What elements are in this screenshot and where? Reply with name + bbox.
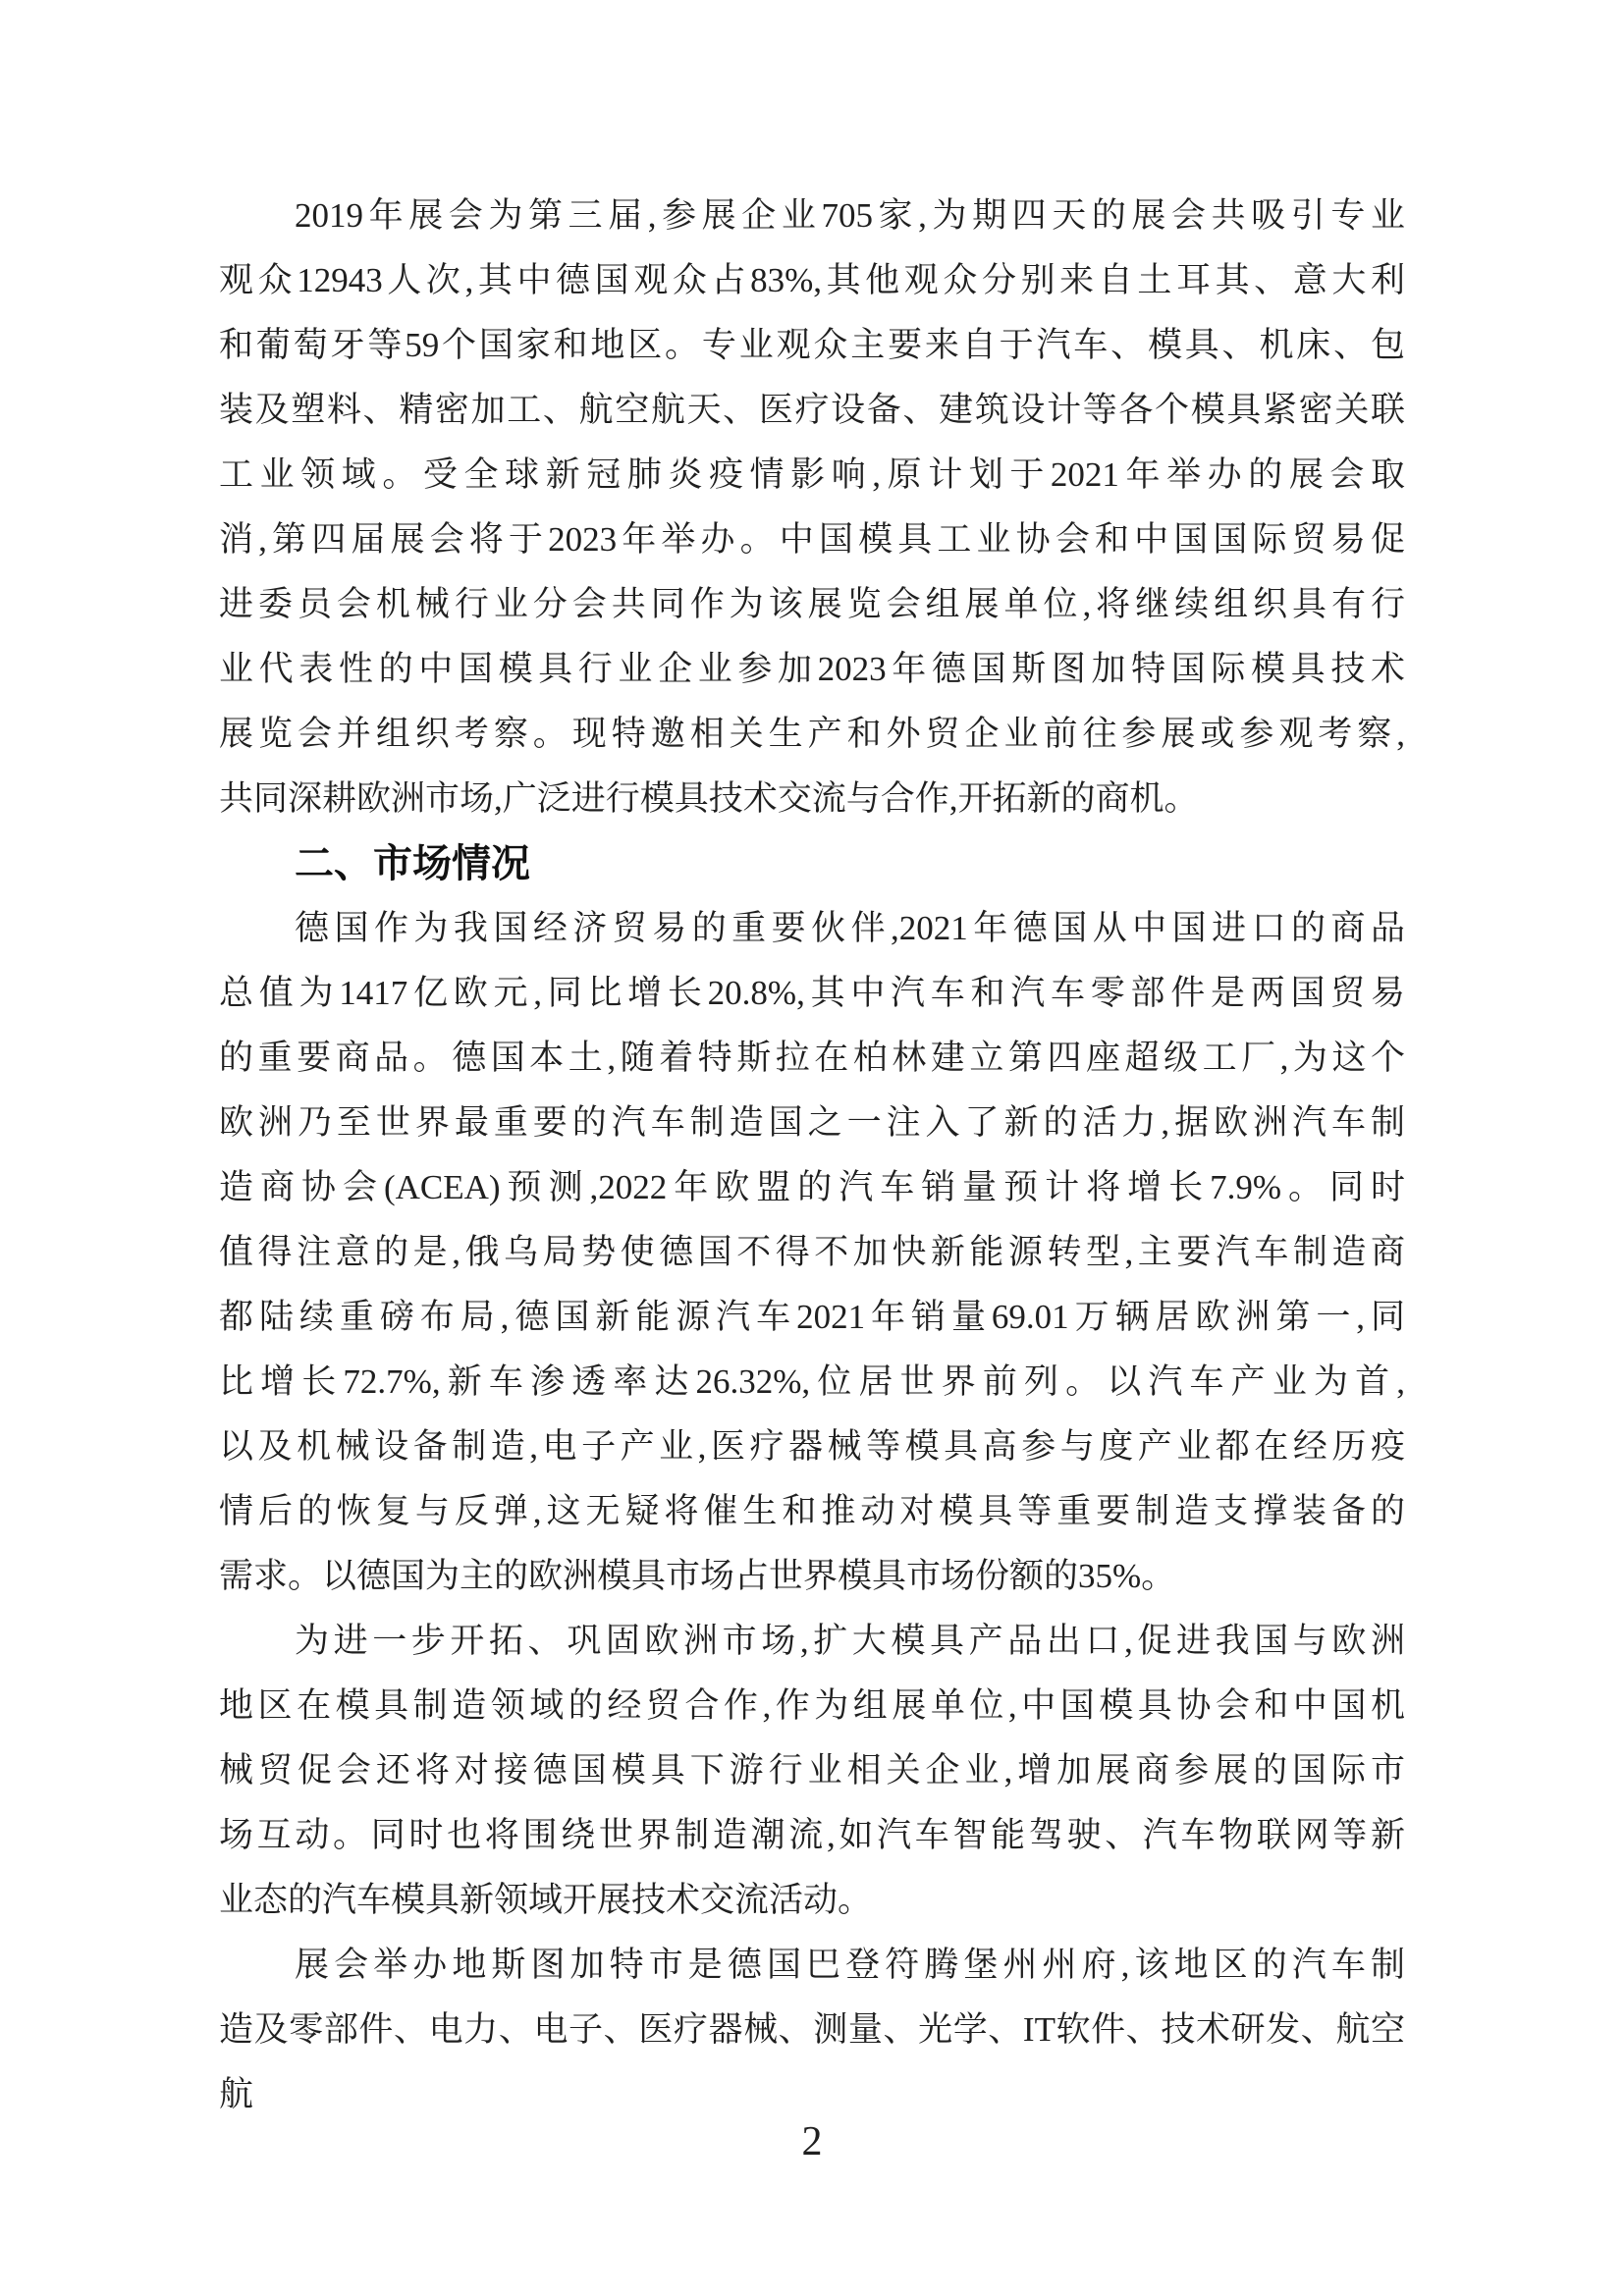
text-line: 地区在模具制造领域的经贸合作,作为组展单位,中国模具协会和中国机 [219,1686,1405,1725]
text-line: 装及塑料、精密加工、航空航天、医疗设备、建筑设计等各个模具紧密关联 [219,391,1405,429]
text-line: 德国作为我国经济贸易的重要伙伴,2021年德国从中国进口的商品 [295,909,1405,947]
text-line: 值得注意的是,俄乌局势使德国不得不加快新能源转型,主要汽车制造商 [219,1233,1405,1271]
text-line: 造商协会(ACEA)预测,2022年欧盟的汽车销量预计将增长7.9%。同时 [219,1168,1405,1206]
text-line: 场互动。同时也将围绕世界制造潮流,如汽车智能驾驶、汽车物联网等新 [219,1816,1405,1854]
text-line: 比增长72.7%,新车渗透率达26.32%,位居世界前列。以汽车产业为首, [219,1362,1405,1401]
text-line: 消,第四届展会将于2023年举办。中国模具工业协会和中国国际贸易促 [219,520,1405,559]
text-line: 造及零部件、电力、电子、医疗器械、测量、光学、IT软件、技术研发、航空航 [219,2010,1405,2113]
text-line: 都陆续重磅布局,德国新能源汽车2021年销量69.01万辆居欧洲第一,同 [219,1298,1405,1336]
text-line: 2019年展会为第三届,参展企业705家,为期四天的展会共吸引专业 [295,196,1405,235]
text-line: 械贸促会还将对接德国模具下游行业相关企业,增加展商参展的国际市 [219,1751,1405,1789]
text-column [219,184,1405,2113]
page-number: 2 [801,2119,823,2164]
text-line: 和葡萄牙等59个国家和地区。专业观众主要来自于汽车、模具、机床、包 [219,326,1405,364]
text-line: 需求。以德国为主的欧洲模具市场占世界模具市场份额的35%。 [219,1557,1176,1595]
text-line: 情后的恢复与反弹,这无疑将催生和推动对模具等重要制造支撑装备的 [219,1492,1405,1530]
text-line: 的重要商品。德国本土,随着特斯拉在柏林建立第四座超级工厂,为这个 [219,1039,1405,1077]
text-line: 以及机械设备制造,电子产业,医疗器械等模具高参与度产业都在经历疫 [219,1427,1405,1466]
text-line: 业态的汽车模具新领域开展技术交流活动。 [219,1881,873,1919]
text-line: 进委员会机械行业分会共同作为该展览会组展单位,将继续组织具有行 [219,585,1405,623]
text-line: 工业领域。受全球新冠肺炎疫情影响,原计划于2021年举办的展会取 [219,455,1405,494]
section-heading: 二、市场情况 [295,842,530,885]
text-line: 共同深耕欧洲市场,广泛进行模具技术交流与合作,开拓新的商机。 [219,779,1199,818]
text-line: 为进一步开拓、巩固欧洲市场,扩大模具产品出口,促进我国与欧洲 [295,1622,1405,1660]
text-line: 展会举办地斯图加特市是德国巴登符腾堡州州府,该地区的汽车制 [295,1946,1405,1984]
text-line: 总值为1417亿欧元,同比增长20.8%,其中汽车和汽车零部件是两国贸易 [219,974,1405,1012]
text-line: 展览会并组织考察。现特邀相关生产和外贸企业前往参展或参观考察, [219,715,1405,753]
text-line: 观众12943人次,其中德国观众占83%,其他观众分别来自土耳其、意大利 [219,261,1405,299]
text-line: 业代表性的中国模具行业企业参加2023年德国斯图加特国际模具技术 [219,650,1405,688]
text-line: 欧洲乃至世界最重要的汽车制造国之一注入了新的活力,据欧洲汽车制 [219,1103,1405,1142]
